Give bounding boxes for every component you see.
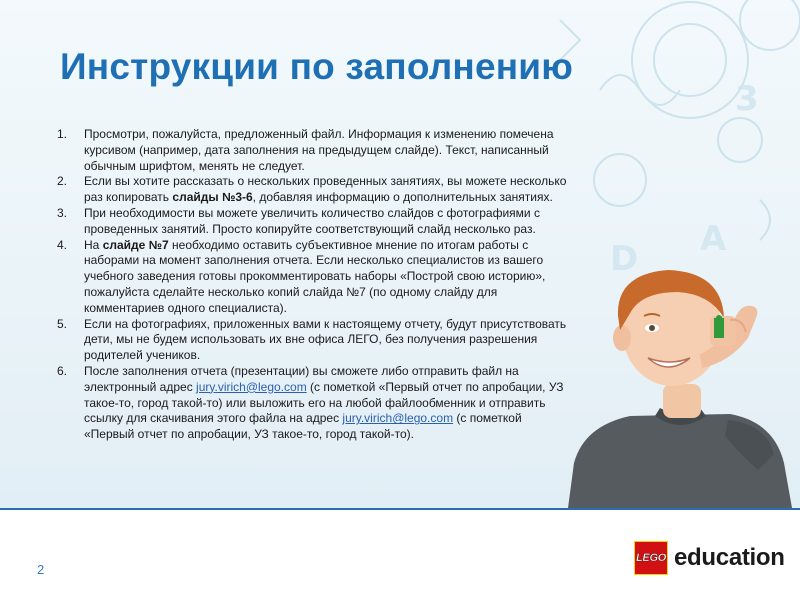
instruction-item: [52, 127, 567, 174]
instruction-item: [52, 238, 567, 317]
instruction-text: На: [84, 237, 103, 252]
boy-photo: [560, 258, 800, 508]
instruction-item: [52, 364, 567, 443]
svg-text:3: 3: [735, 79, 759, 119]
instruction-item: [52, 206, 567, 238]
instruction-number: 4.: [57, 237, 68, 252]
instruction-text: (с пометкой «Первый отчет по апробации, УЗ такое-то, город такой-то) или выложить его на любой файлообменник и отправить ссылку для скачивания этого файла на адрес: [84, 379, 564, 426]
lego-logo-icon: [634, 541, 668, 575]
instruction-text: необходимо оставить субъективное мнение по итогам работы с наборами на момент заполнения отчета. Если несколько специалистов из вашего учебного заведения готовы прокомментировать наборы «Построй свою историю», пожалуйста сделайте несколько копий слайда №7 (по одному слайду для комментариев одного специалиста).: [84, 237, 546, 315]
instruction-number: 5.: [57, 316, 68, 331]
instruction-number: 6.: [57, 363, 68, 378]
footer-divider: [0, 508, 800, 510]
svg-text:D: D: [610, 239, 639, 279]
page-number: 2: [37, 562, 45, 577]
instructions-list: [52, 127, 567, 443]
svg-text:A: A: [700, 219, 727, 259]
email-link[interactable]: jury.virich@lego.com: [196, 379, 307, 394]
lego-logo-mark: LEGO: [636, 552, 666, 564]
instruction-number: 2.: [57, 174, 68, 189]
instruction-item: [52, 174, 567, 206]
instruction-text: Просмотри, пожалуйста, предложенный файл. Информация к изменению помечена курсивом (например, дата заполнения на предыдущем слайде). Текст, написанный обычным шрифтом, менять не следует.: [84, 127, 554, 173]
instruction-text: , добавляя информацию о дополнительных занятиях.: [252, 190, 553, 205]
instruction-text: Если на фотографиях, приложенных вами к настоящему отчету, будут присутствовать дети, мы не будем использовать их вне офиса ЛЕГО, без получения разрешения родителей учеников.: [84, 316, 567, 363]
bold-text: слайды №3-6: [172, 190, 253, 205]
instruction-text: После заполнения отчета (презентации) вы сможете либо отправить файл на электронный адрес: [84, 363, 519, 394]
instruction-text: (с пометкой «Первый отчет по апробации, УЗ такое-то, город такой-то).: [84, 411, 522, 442]
instruction-text: Если вы хотите рассказать о нескольких проведенных занятиях, вы можете несколько раз копировать: [84, 174, 567, 205]
bold-text: слайде №7: [102, 237, 169, 252]
education-wordmark: education: [674, 544, 785, 571]
instruction-number: 3.: [57, 205, 68, 220]
instruction-item: [52, 317, 567, 364]
instruction-text: При необходимости вы можете увеличить количество слайдов с фотографиями с проведенных занятий. Просто копируйте соответствующий слайд несколько раз.: [84, 205, 540, 236]
email-link[interactable]: jury.virich@lego.com: [342, 411, 454, 426]
slide-title: Инструкции по заполнению: [60, 46, 574, 87]
instruction-number: 1.: [57, 127, 68, 141]
